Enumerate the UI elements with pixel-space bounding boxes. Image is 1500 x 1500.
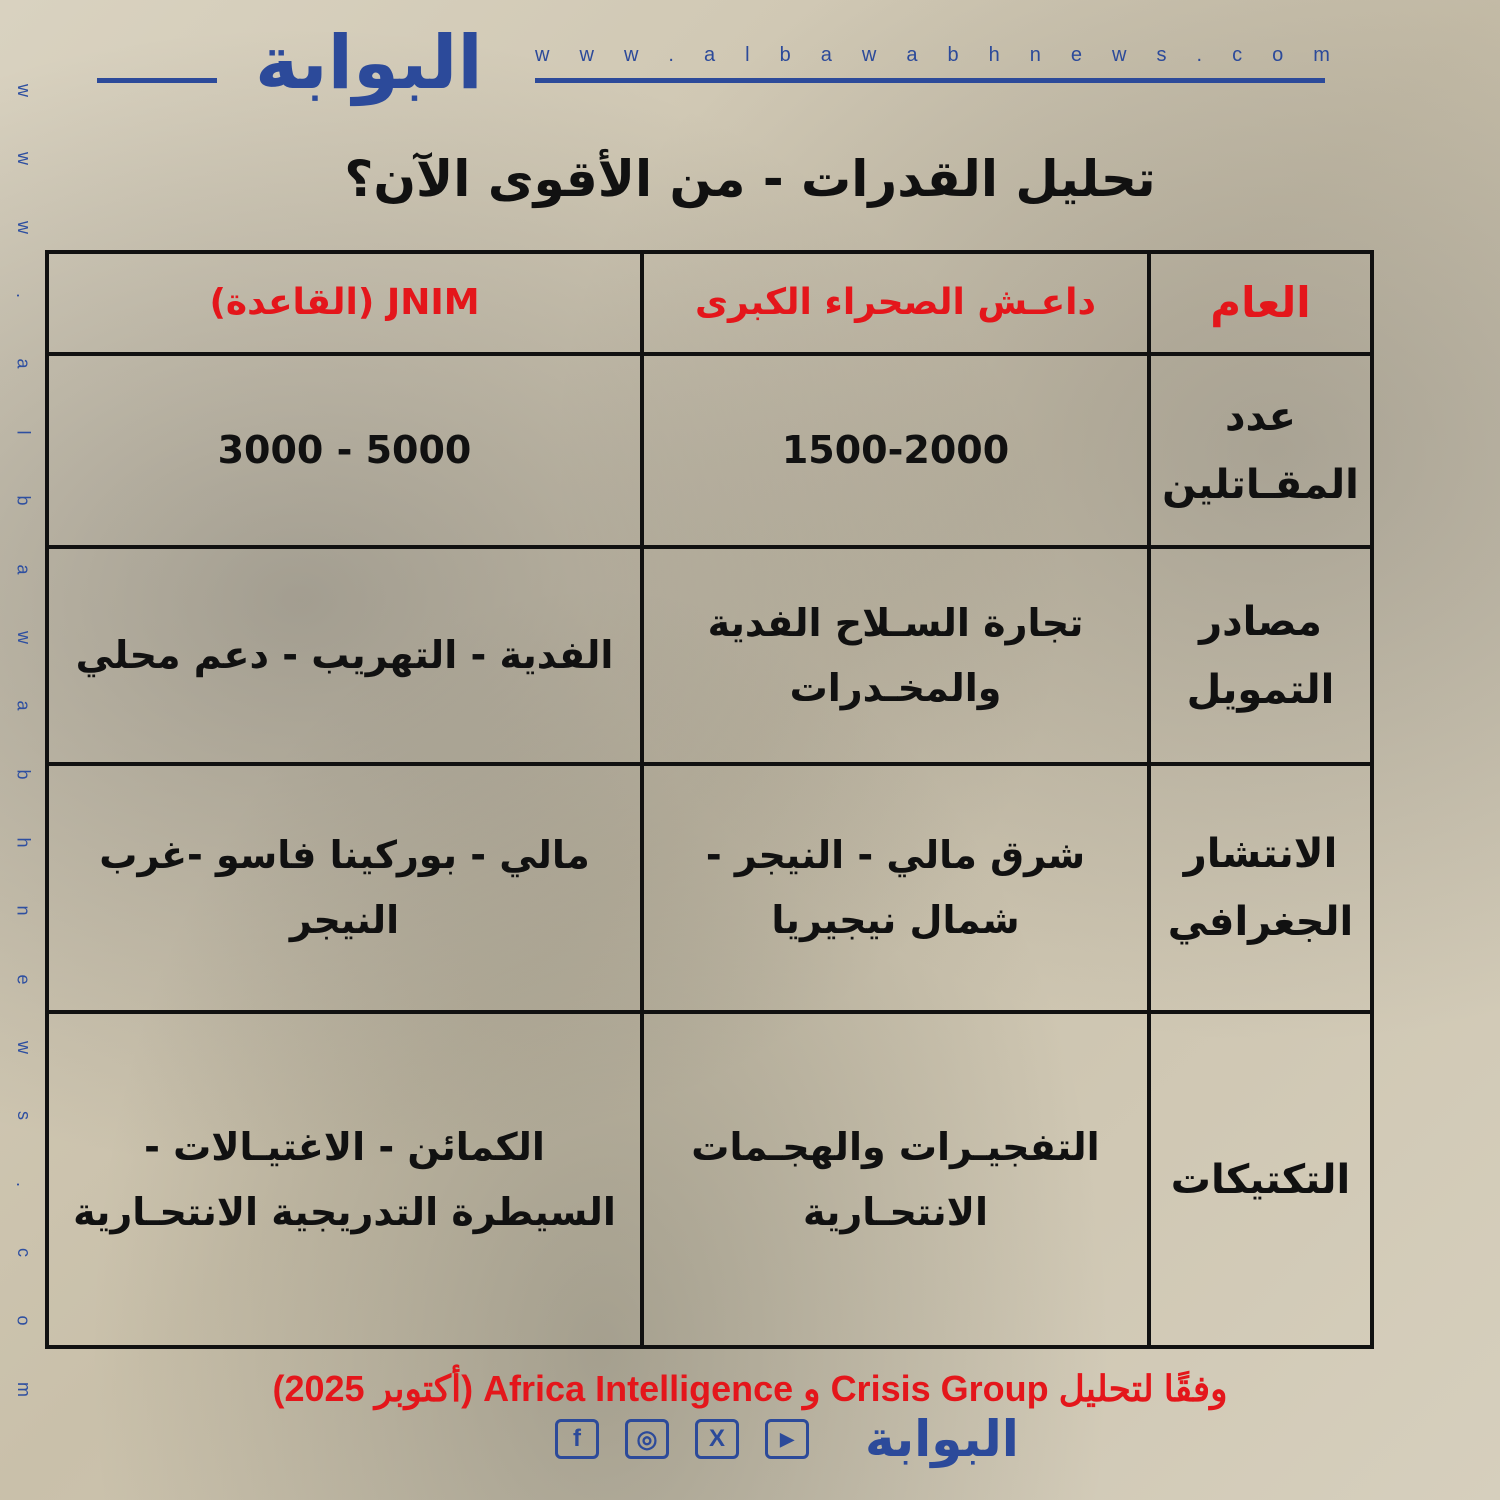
url-char: h <box>988 44 1000 66</box>
site-url <box>535 44 1330 67</box>
url-char: . <box>1196 44 1203 66</box>
header-jnim: JNIM (القاعدة) <box>47 252 642 354</box>
url-char: w <box>579 44 594 66</box>
header-isgs: داعـش الصحراء الكبرى <box>642 252 1149 354</box>
logo-text: البوابة <box>255 20 483 106</box>
url-char: n <box>1029 44 1041 66</box>
page-title: تحليل القدرات - من الأقوى الآن؟ <box>344 150 1156 208</box>
url-char: e <box>1070 44 1083 66</box>
cell: الكمائن - الاغتيـالات - السيطرة التدريجية الانتحـارية <box>47 1012 642 1347</box>
row-label: التكتيكات <box>1149 1012 1372 1347</box>
url-char: w <box>13 1041 34 1055</box>
cell: تجارة السـلاح الفدية والمخـدرات <box>642 547 1149 764</box>
divider <box>97 78 217 83</box>
url-char: c <box>13 1248 34 1258</box>
url-char: b <box>13 495 34 506</box>
url-char: a <box>13 700 34 711</box>
cell: مالي - بوركينا فاسو -غرب النيجر <box>47 764 642 1012</box>
url-char: c <box>1232 44 1243 66</box>
url-char: a <box>820 44 832 66</box>
url-char: a <box>13 358 34 369</box>
cell: شرق مالي - النيجر - شمال نيجيريا <box>642 764 1149 1012</box>
url-char: a <box>906 44 918 66</box>
social-links <box>555 1410 1019 1468</box>
url-char: w <box>1112 44 1127 66</box>
url-char: h <box>13 837 34 848</box>
url-char: a <box>13 564 34 575</box>
row-label: مصادر التمويل <box>1149 547 1372 764</box>
url-char: w <box>13 630 34 644</box>
footer-logo <box>865 1410 1019 1468</box>
facebook-icon[interactable]: f <box>555 1419 599 1459</box>
instagram-icon[interactable]: ◎ <box>625 1419 669 1459</box>
url-char: w <box>13 220 34 234</box>
url-char: w <box>13 152 34 166</box>
side-url-text <box>8 80 38 1400</box>
url-char: m <box>13 1381 34 1397</box>
table-row <box>47 547 1372 764</box>
url-char: b <box>779 44 791 66</box>
url-char: n <box>13 905 34 916</box>
table-row <box>47 1012 1372 1347</box>
url-char: m <box>1313 44 1330 66</box>
url-char: . <box>13 1181 34 1187</box>
url-char: w <box>13 84 34 97</box>
brand-logo <box>255 20 483 106</box>
cell: 1500-2000 <box>642 354 1149 547</box>
url-char: o <box>13 1315 34 1326</box>
cell: 3000 - 5000 <box>47 354 642 547</box>
url-char: a <box>703 44 716 66</box>
url-char: w <box>535 44 550 66</box>
url-char: b <box>947 44 959 66</box>
url-char: w <box>861 44 877 66</box>
url-char: o <box>1272 44 1284 66</box>
table-header-row <box>47 252 1372 354</box>
x-icon[interactable]: X <box>695 1419 739 1459</box>
youtube-icon[interactable]: ▶ <box>765 1419 809 1459</box>
url-char: b <box>13 769 34 780</box>
url-char: l <box>13 430 34 435</box>
logo-text: البوابة <box>865 1410 1019 1468</box>
source-note: وفقًا لتحليل Crisis Group و Africa Intelligence (أكتوبر 2025) <box>272 1368 1228 1409</box>
url-char: s <box>1156 44 1167 66</box>
comparison-table <box>45 250 1374 1349</box>
table-row <box>47 764 1372 1012</box>
url-char: . <box>668 44 674 66</box>
cell: التفجيـرات والهجـمات الانتحـارية <box>642 1012 1149 1347</box>
divider <box>535 78 1325 83</box>
table-row <box>47 354 1372 547</box>
header-general: العام <box>1149 252 1372 354</box>
row-label: عدد المقـاتلين <box>1149 354 1372 547</box>
cell: الفدية - التهريب - دعم محلي <box>47 547 642 764</box>
url-char: w <box>623 44 639 66</box>
url-char: s <box>13 1111 34 1121</box>
url-char: l <box>745 44 750 66</box>
url-char: e <box>13 974 34 985</box>
url-char: . <box>13 293 34 299</box>
row-label: الانتشار الجغرافي <box>1149 764 1372 1012</box>
